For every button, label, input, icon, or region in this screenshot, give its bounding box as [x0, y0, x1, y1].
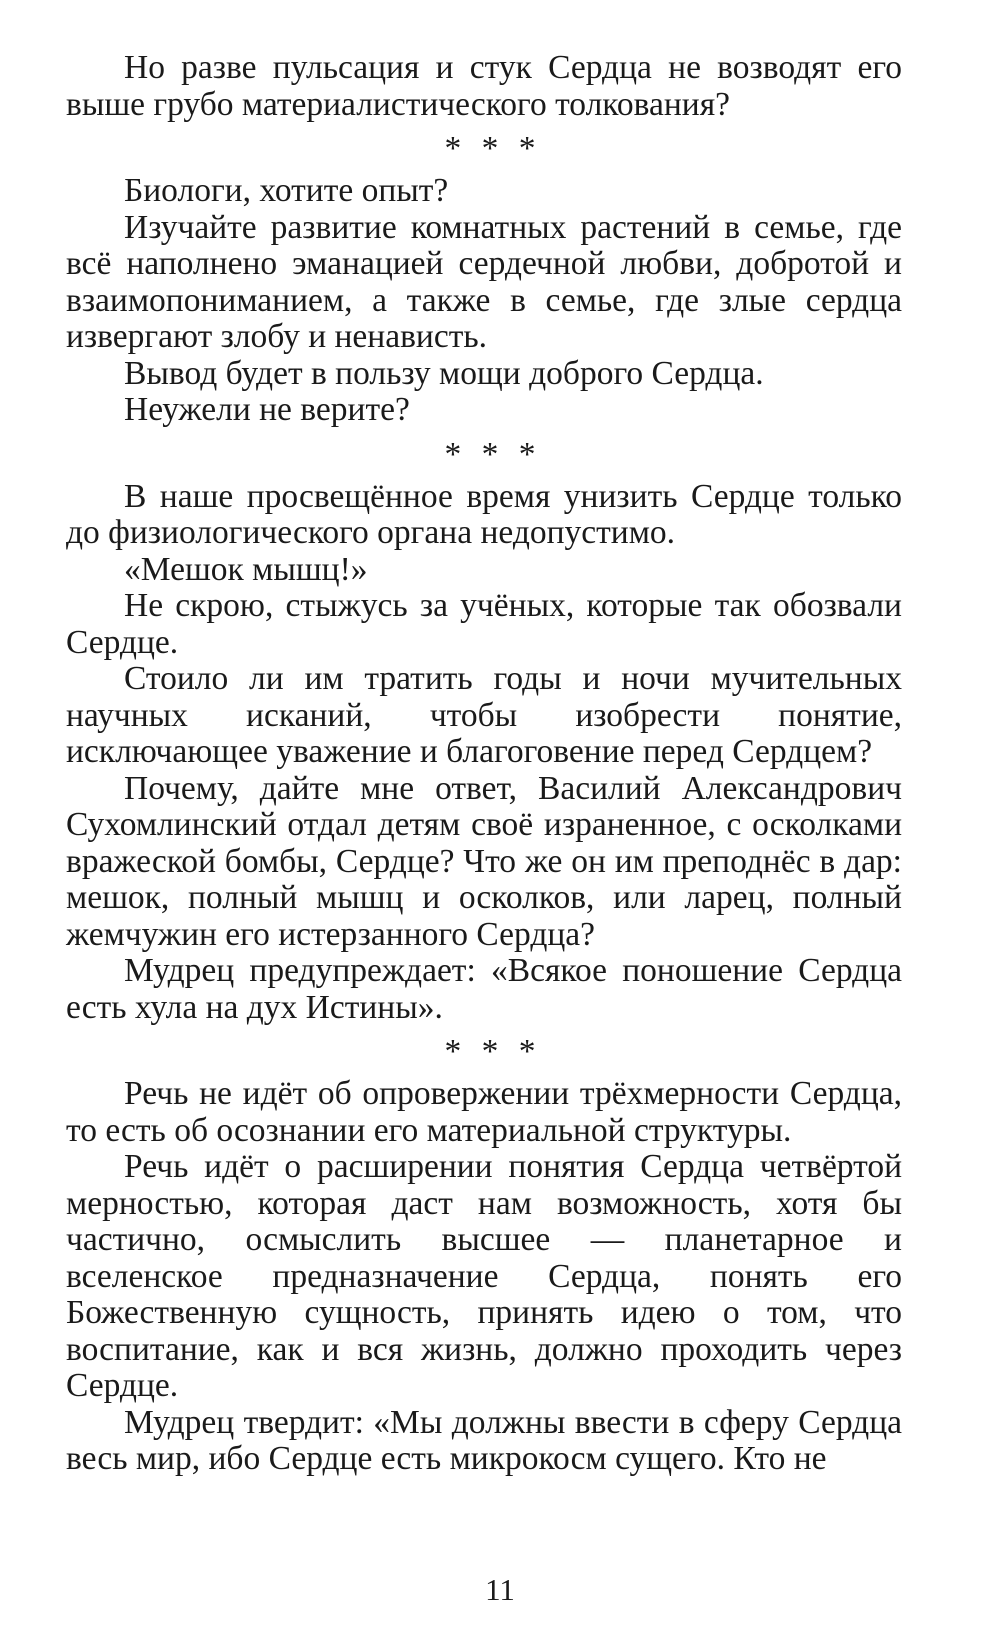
paragraph: Вывод будет в пользу мощи доброго Сердца.: [124, 354, 764, 392]
paragraph: Почему, дайте мне ответ, Василий Александрович Сухомлинский отдал детям своё израненное, с осколками вражеской бомбы, Сердце? Что же он им преподнёс в дар: мешок, полный мышц и осколков, или ларец, полный жемчужин его истерзанного Сердца?: [66, 769, 902, 953]
paragraph: Биологи, хотите опыт?: [124, 172, 449, 209]
paragraph: «Мешок мышц!»: [124, 550, 368, 588]
paragraph: Неужели не верите?: [124, 391, 410, 428]
page-number: 11: [485, 1572, 515, 1607]
paragraph: Мудрец твердит: «Мы должны ввести в сферу Сердца весь мир, ибо Сердце есть микрокосм сущего. Кто не: [66, 1403, 902, 1477]
paragraph: Не скрою, стыжусь за учёных, которые так обозвали Сердце.: [66, 587, 902, 661]
page-body: [66, 50, 902, 1478]
section-separator: * * *: [444, 435, 542, 473]
paragraph: Речь идёт о расширении понятия Сердца четвёртой мерностью, которая даст нам возможность, хотя бы частично, осмыслить высшее — планетарное и вселенское предназначение Сердца, понять его Божественную сущность, принять идею о том, что воспитание, как и вся жизнь, должно проходить через Сердце.: [66, 1148, 902, 1404]
paragraph: Но разве пульсация и стук Сердца не возводят его выше грубо материалистического толкования?: [66, 49, 902, 123]
paragraph: Стоило ли им тратить годы и ночи мучительных научных исканий, чтобы изобрести понятие, исключающее уважение и благоговение перед Сердцем?: [66, 660, 902, 770]
paragraph: Речь не идёт об опровержении трёхмерности Сердца, то есть об осознании его материальной структуры.: [66, 1075, 902, 1149]
paragraph: Мудрец предупреждает: «Всякое поношение Сердца есть хула на дух Истины».: [66, 952, 902, 1026]
paragraph: В наше просвещённое время унизить Сердце только до физиологического органа недопустимо.: [66, 477, 902, 551]
paragraph: Изучайте развитие комнатных растений в семье, где всё наполнено эманацией сердечной любви, добротой и взаимопониманием, а также в семье, где злые сердца извергают злобу и ненависть.: [66, 208, 902, 355]
section-separator: * * *: [444, 130, 542, 167]
section-separator: * * *: [444, 1033, 542, 1070]
